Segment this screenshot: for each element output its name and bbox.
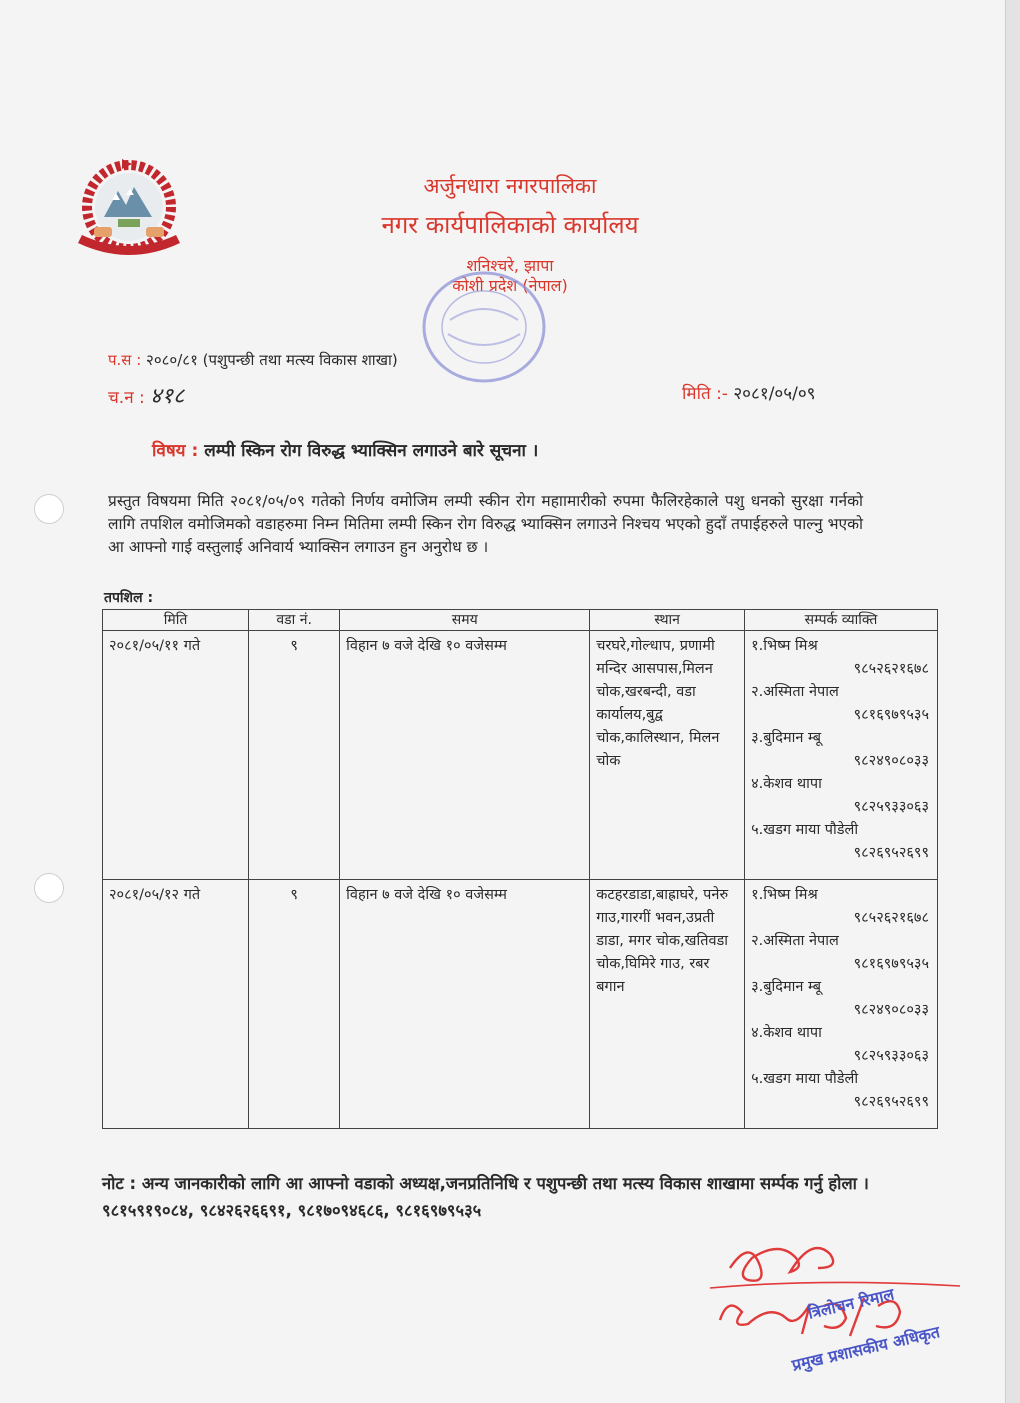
cell-place: चरघरे,गोल्धाप, प्रणामी मन्दिर आसपास,मिलन चोक,खरबन्दी, वडा कार्यालय,बुद्व चोक,कालिस्थान, मिलन चोक [590, 631, 745, 880]
table-header-row [103, 610, 938, 631]
details-label: तपशिल : [104, 590, 154, 606]
office-place: शनिश्चरे, झापा [466, 256, 554, 275]
header-place: स्थान [590, 610, 745, 631]
punch-hole [34, 873, 64, 903]
cell-contacts [745, 631, 938, 880]
ps-value: २०८०/८१ (पशुपन्छी तथा मत्स्य विकास शाखा) [146, 351, 398, 369]
subject-line [152, 438, 538, 461]
cell-ward: ९ [249, 631, 340, 880]
table-row [103, 631, 938, 880]
cell-place: कटहरडाडा,बाह्राघरे, पनेरु गाउ,गारगीं भवन,उप्रती डाडा, मगर चोक,खतिवडा चोक,घिमिरे गाउ, रबर बगान [590, 880, 745, 1129]
signatory-name: त्रिलोचन रिमाल [805, 1284, 896, 1323]
contact-phone: ९८२४९०८०३३ [853, 1002, 929, 1018]
reference-cn [108, 380, 185, 410]
cell-contacts [745, 880, 938, 1129]
contact-phone: ९८१६९७९५३५ [853, 707, 929, 723]
contact-phone: ९८२६९५२६९९ [853, 845, 929, 861]
contact-name: ५.खडग माया पौडेली [751, 822, 859, 838]
contact-name: ४.केशव थापा [751, 776, 822, 792]
contact-name: २.अस्मिता नेपाल [751, 933, 839, 949]
date-value: २०८१/०५/०९ [733, 384, 816, 404]
contact-name: ५.खडग माया पौडेली [751, 1071, 859, 1087]
date-label: मिति :- [682, 384, 728, 404]
subject-text: लम्पी स्किन रोग विरुद्ध भ्याक्सिन लगाउने बारे सूचना । [204, 441, 539, 461]
header-ward: वडा नं. [249, 610, 340, 631]
office-province: कोशी प्रदेश (नेपाल) [452, 276, 568, 295]
cell-ward: ९ [249, 880, 340, 1129]
cell-time: विहान ७ वजे देखि १० वजेसम्म [340, 880, 590, 1129]
contact-phone: ९८२५९३३०६३ [853, 1048, 929, 1064]
contact-phone: ९८५२६२१६७८ [853, 910, 929, 926]
cn-value: ४१८ [150, 384, 185, 409]
reference-date [682, 381, 816, 404]
contact-name: १.भिष्म मिश्र [751, 887, 818, 903]
header-contact: सम्पर्क व्याक्ति [745, 610, 938, 631]
signatory-title: प्रमुख प्रशासकीय अधिकृत [789, 1322, 942, 1375]
contact-phone: ९८१६९७९५३५ [853, 956, 929, 972]
cell-date: २०८१/०५/११ गते [103, 631, 249, 880]
contact-phone: ९८२५९३३०६३ [853, 799, 929, 815]
contact-name: २.अस्मिता नेपाल [751, 684, 839, 700]
contact-phone: ९८२४९०८०३३ [853, 753, 929, 769]
header-date: मिति [103, 610, 249, 631]
contact-phone: ९८५२६२१६७८ [853, 661, 929, 677]
header-time: समय [340, 610, 590, 631]
ps-label: प.स : [108, 351, 142, 369]
vaccination-schedule-table [102, 609, 938, 1129]
contact-name: ४.केशव थापा [751, 1025, 822, 1041]
cn-label: च.न : [108, 388, 145, 408]
punch-hole [34, 494, 64, 524]
body-paragraph: प्रस्तुत विषयमा मिति २०८१/०५/०९ गतेको निर्णय वमोजिम लम्पी स्कीन रोग महाामारीको रुपमा फैलिरहेकाले पशु धनको सुरक्षा गर्नको लागि तपशिल वमोजिमको वडाहरुमा निम्न मितिमा लम्पी स्किन रोग विरुद्ध भ्याक्सिन लगाउने निश्चय भएको हुदाँ तपाईहरुले पाल्नु भएको आ आफ्नो गाई वस्तुलाई अनिवार्य भ्याक्सिन लगाउन हुन अनुरोध छ । [108, 492, 863, 556]
note-paragraph: नोट : अन्य जानकारीको लागि आ आफ्नो वडाको अध्यक्ष,जनप्रतिनिधि र पशुपन्छी तथा मत्स्य विकास शाखामा सर्म्पक गर्नु होला । ९८१५९१९०८४, ९८४२६२६६९१, ९८१७०९४६८६, ९८१६९७९५३५ [102, 1174, 869, 1220]
cell-time: विहान ७ वजे देखि १० वजेसम्म [340, 631, 590, 880]
contact-name: ३.बुदिमान म्बू [751, 979, 822, 995]
office-round-stamp [418, 268, 550, 386]
municipality-name: अर्जुनधारा नगरपालिका [423, 174, 597, 198]
office-name: नगर कार्यपालिकाको कार्यालय [381, 211, 639, 239]
contact-phone: ९८२६९५२६९९ [853, 1094, 929, 1110]
reference-ps [108, 350, 398, 370]
table-row [103, 880, 938, 1129]
subject-label: विषय : [152, 441, 199, 461]
cell-date: २०८१/०५/१२ गते [103, 880, 249, 1129]
contact-name: १.भिष्म मिश्र [751, 638, 818, 654]
contact-name: ३.बुदिमान म्बू [751, 730, 822, 746]
